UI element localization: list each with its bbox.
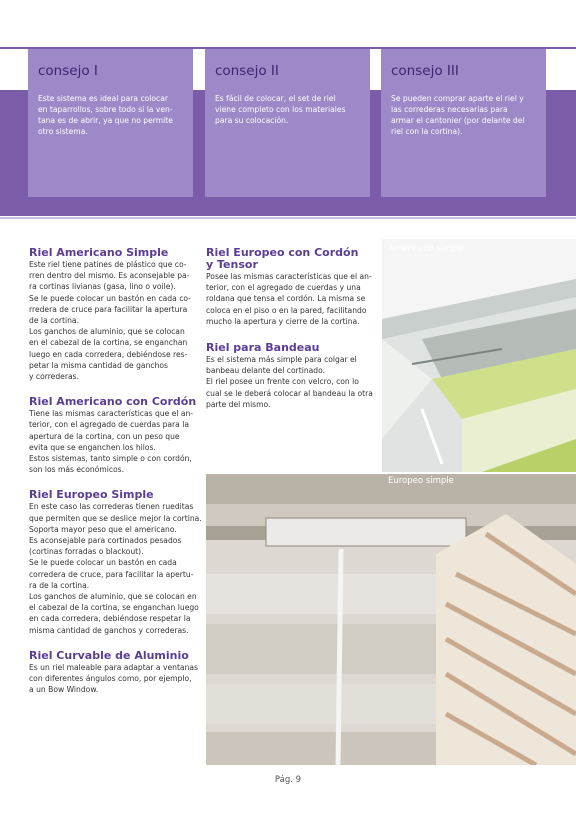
section-text: En este caso las correderas tienen rueditas que permiten que se deslice mejor la cortina. Soporta mayor peso que el americano. Es aconsejable para cortinados pesados (cortinas forradas o blackout). Se le puede colocar un bastón en cada corredera de cruce, para facilitar la apertu- ra de la cortina. Los ganchos de aluminio, que se colocan en el cabezal de la cortina, se enganchan luego en cada corredera, debiéndose respetar la misma cantidad de ganchos y correderas.	[29, 502, 202, 635]
photo-americano-simple	[382, 239, 576, 472]
tip-box-1	[28, 49, 193, 197]
tip-title: consejo III	[391, 63, 459, 79]
section-title: Riel Europeo con Cordón y Tensor	[206, 246, 359, 271]
photo-europeo-simple	[206, 474, 576, 765]
tip-text: Este sistema es ideal para colocar en taparrollos, sobre todo si la ven- tana es de abrir, ya que no permite otro sistema.	[38, 94, 173, 136]
middle-column	[206, 247, 378, 425]
section-americano-cordon	[29, 396, 204, 475]
section-text: Posee las mismas características que el an- terior, con el agregado de cuerdas y una roldana que tensa el cordón. La misma se coloca en el piso o en la pared, facilitando mucho la apertura y cierre de la cortina.	[206, 272, 372, 326]
tip-box-2	[205, 49, 370, 197]
tip-title: consejo II	[215, 63, 279, 79]
section-europeo-simple	[29, 489, 204, 635]
section-text: Es el sistema más simple para colgar el banbeau delante del cortinado. El riel posee un frente con velcro, con lo cual se le deberá colocar al bandeau la otra parte del mismo.	[206, 355, 373, 409]
section-text: Este riel tiene patines de plástico que co- rren dentro del mismo. Es aconsejable pa- ra cortinas livianas (gasa, lino o voile). Se le puede colocar un bastón en cada co- rredera de cruce para facilitar la apertura de la cortina. Los ganchos de aluminio, que se colocan en el cabezal de la cortina, se enganchan luego en cada corredera, debiéndose res- petar la misma cantidad de ganchos y correderas.	[29, 260, 191, 382]
tip-box-3	[381, 49, 546, 197]
section-bandeau	[206, 342, 378, 410]
tip-title: consejo I	[38, 63, 98, 79]
europeo-rail-illustration	[206, 474, 576, 765]
section-title: Riel Europeo Simple	[29, 488, 154, 502]
section-curvable	[29, 650, 204, 696]
left-column	[29, 247, 204, 711]
section-title: Riel Curvable de Aluminio	[29, 648, 189, 662]
americano-rail-illustration	[382, 239, 576, 472]
tip-text: Se pueden comprar aparte el riel y las correderas necesarias para armar el cantonier (por delante del riel con la cortina).	[391, 94, 525, 136]
section-text: Tiene las mismas características que el an- terior, con el agregado de cuerdas para la apertura de la cortina, con un peso que evita que se enganchen los hilos. Estos sistemas, tanto simple o con cordón, son los más económicos.	[29, 409, 194, 475]
tip-text: Es fácil de colocar, el set de riel viene completo con los materiales para su colocación.	[215, 94, 346, 125]
section-text: Es un riel maleable para adaptar a ventanas con diferentes ángulos como, por ejemplo, a un Bow Window.	[29, 662, 199, 695]
section-europeo-cordon	[206, 247, 378, 327]
page-number: Pág. 9	[274, 775, 302, 785]
section-title: Riel Americano con Cordón	[29, 395, 197, 409]
section-americano-simple	[29, 247, 204, 382]
photo-caption: Americano simple	[388, 244, 465, 254]
band-rule	[0, 217, 576, 219]
section-title: Riel Americano Simple	[29, 246, 169, 259]
photo-caption: Europeo simple	[388, 476, 454, 486]
section-title: Riel para Bandeau	[206, 341, 320, 355]
